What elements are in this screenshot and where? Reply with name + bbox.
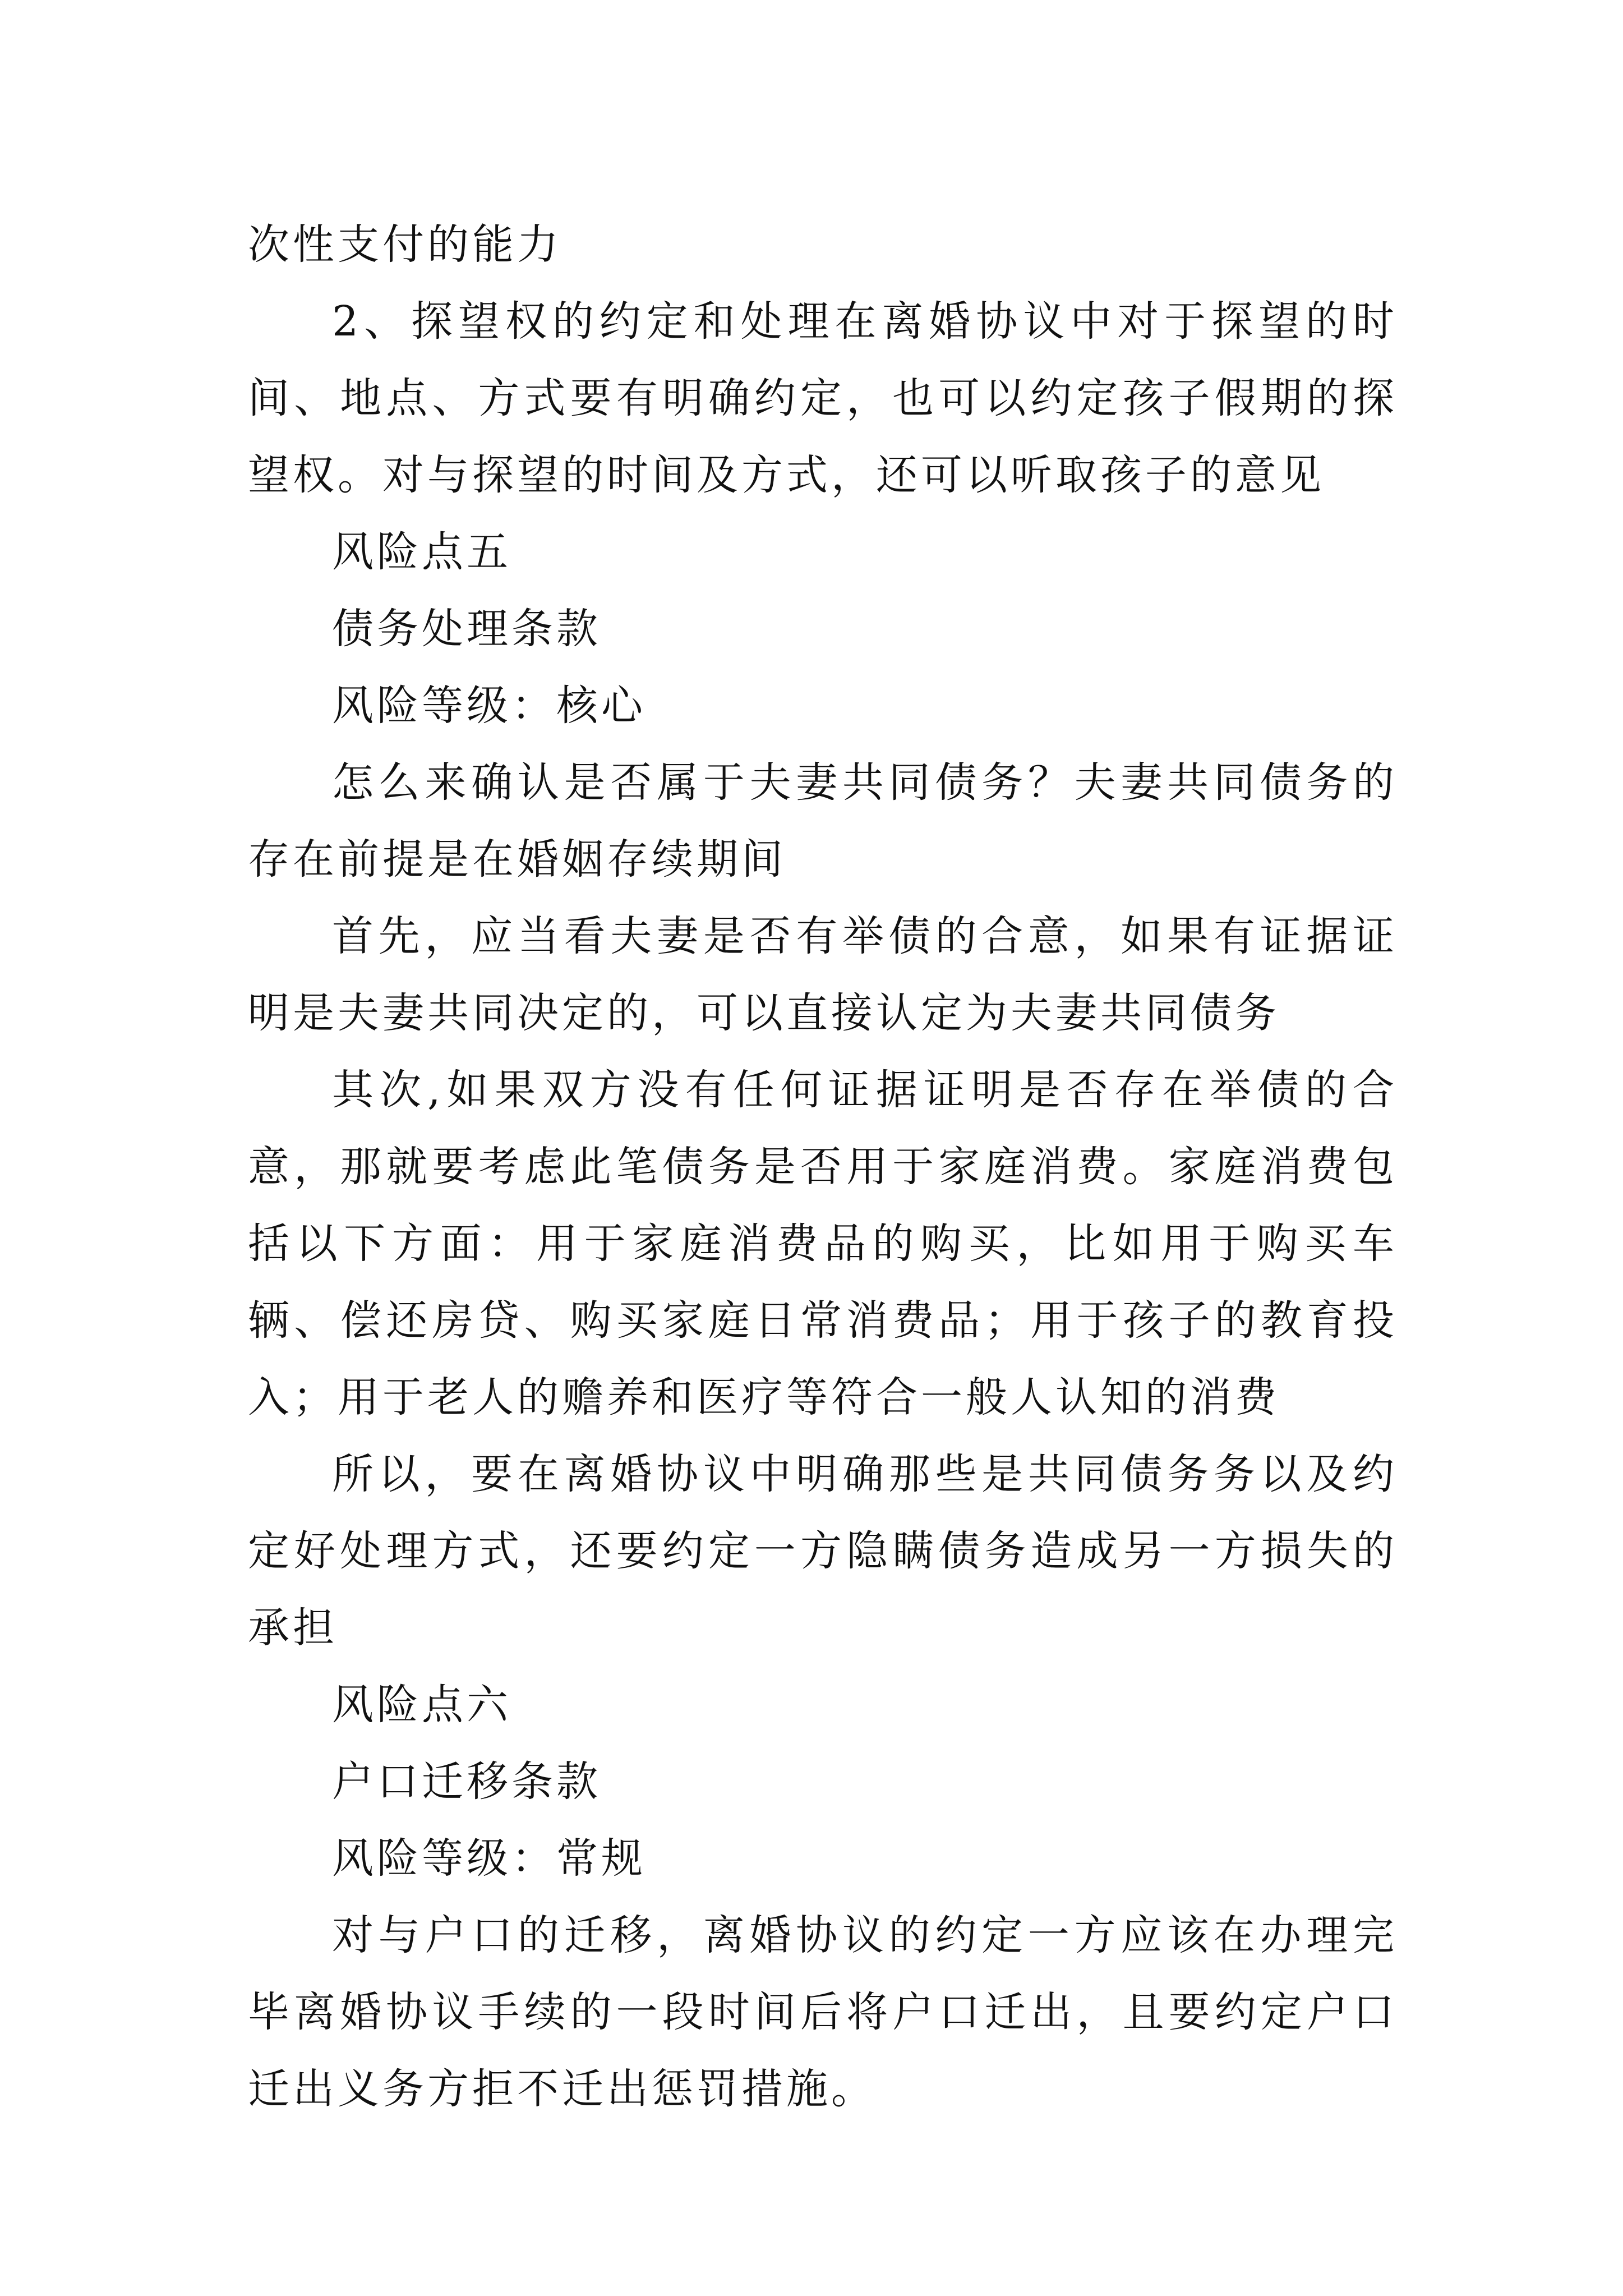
risk-level-regular: 风险等级：常规 [332, 1834, 646, 1883]
paragraph-continuation: 次性支付的能力 [248, 220, 562, 269]
paragraph-second: 其次,如果双方没有任何证据证明是否存在举债的合意，那就要考虑此笔债务是否用于家庭消费。家庭消费包括以下方面：用于家庭消费品的购买，比如用于购买车辆、偿还房贷、购买家庭日常消费品；用于孩子的教育投入；用于老人的赡养和医疗等符合一般人认知的消费 [248, 1066, 1398, 1421]
heading-debt-clause: 债务处理条款 [332, 605, 601, 653]
heading-household-clause: 户口迁移条款 [332, 1757, 601, 1806]
heading-risk-point-five: 风险点五 [332, 528, 511, 576]
paragraph-therefore: 所以，要在离婚协议中明确那些是共同债务务以及约定好处理方式，还要约定一方隐瞒债务造成另一方损失的承担 [248, 1450, 1398, 1652]
paragraph-visitation-rights: 2、探望权的约定和处理在离婚协议中对于探望的时间、地点、方式要有明确约定，也可以约定孩子假期的探望权。对与探望的时间及方式，还可以听取孩子的意见 [248, 297, 1398, 499]
paragraph-joint-debt-question: 怎么来确认是否属于夫妻共同债务？夫妻共同债务的存在前提是在婚姻存续期间 [248, 758, 1398, 884]
document-body [248, 206, 1398, 2128]
paragraph-household-migration: 对与户口的迁移，离婚协议的约定一方应该在办理完毕离婚协议手续的一段时间后将户口迁出，且要约定户口迁出义务方拒不迁出惩罚措施。 [248, 1911, 1398, 2113]
paragraph-first: 首先，应当看夫妻是否有举债的合意，如果有证据证明是夫妻共同决定的，可以直接认定为夫妻共同债务 [248, 912, 1398, 1037]
heading-risk-point-six: 风险点六 [332, 1681, 511, 1729]
risk-level-core: 风险等级：核心 [332, 682, 646, 730]
